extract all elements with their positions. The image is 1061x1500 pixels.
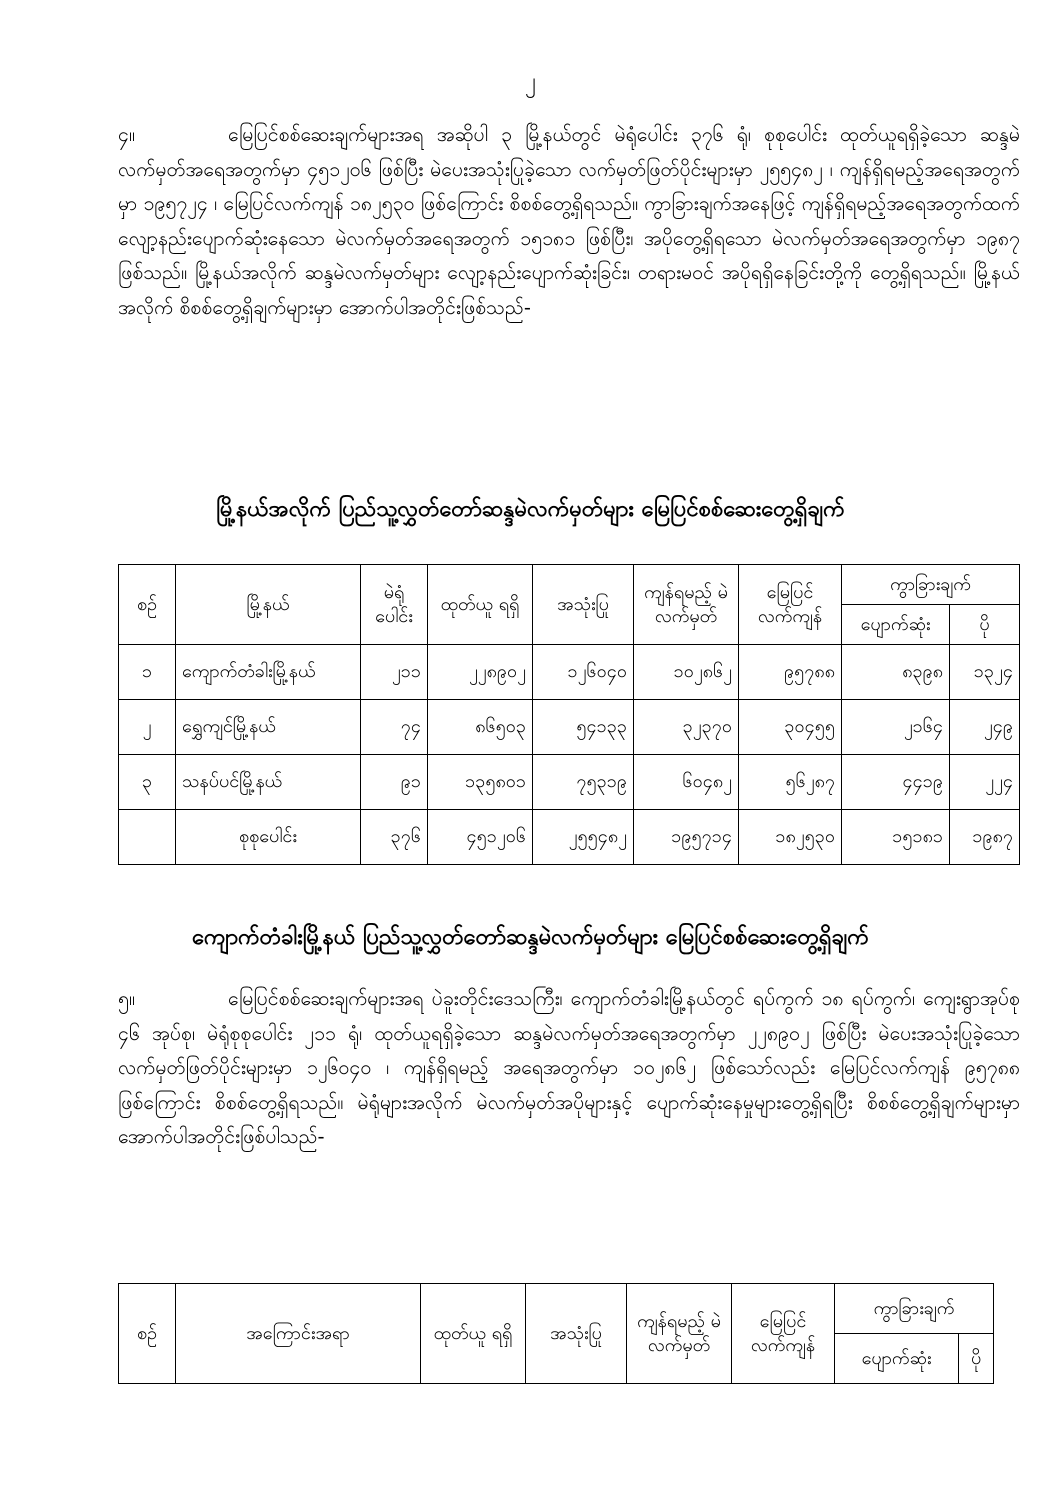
paragraph-5 — [118, 982, 1020, 1155]
polling-station-table — [118, 1283, 994, 1384]
col-header-no: စဉ် — [119, 1284, 176, 1384]
table-row — [119, 645, 1020, 700]
cell-should-remain: ၁၉၅၇၁၄ — [634, 810, 739, 865]
cell-extra: ၁၃၂၄ — [950, 645, 1020, 700]
col-header-should-remain: ကျန်ရမည့် မဲလက်မှတ် — [627, 1284, 732, 1384]
col-header-ground-remaining: မြေပြင် လက်ကျန် — [739, 565, 842, 645]
cell-stations: ၉၁ — [361, 755, 428, 810]
cell-lost: ၈၃၉၈ — [842, 645, 950, 700]
cell-extra: ၁၉၈၇ — [950, 810, 1020, 865]
paragraph-text: မြေပြင်စစ်ဆေးချက်များအရ ပဲခူးတိုင်းဒေသကြီး၊ ကျောက်တံခါးမြို့နယ်တွင် ရပ်ကွက် ၁၈ ရပ်ကွက်၊ ကျေးရွာအုပ်စု ၄၆ အုပ်စု၊ မဲရုံစုစုပေါင်း ၂၁၁ ရုံ၊ ထုတ်ယူရရှိခဲ့သော ဆန္ဒမဲလက်မှတ်အရေအတွက်မှာ ၂၂၈၉၀၂ ဖြစ်ပြီး မဲပေးအသုံးပြုခဲ့သော လက်မှတ်ဖြတ်ပိုင်းများမှာ ၁၂၆၀၄၀ ၊ ကျန်ရှိရမည့် အရေအတွက်မှာ ၁၀၂၈၆၂ ဖြစ်သော်လည်း မြေပြင်လက်ကျန် ၉၅၇၈၈ ဖြစ်ကြောင်း စိစစ်တွေ့ရှိရသည်။ မဲရုံများအလိုက် မဲလက်မှတ်အပိုများနှင့် ပျောက်ဆုံးနေမှုများတွေ့ရှိရပြီး စိစစ်တွေ့ရှိချက်များမှာ အောက်ပါအတိုင်းဖြစ်ပါသည်- — [118, 987, 1020, 1148]
table1-heading: မြို့နယ်အလိုက် ပြည်သူ့လွှတ်တော်ဆန္ဒမဲလက်မှတ်များ မြေပြင်စစ်ဆေးတွေ့ရှိချက် — [216, 497, 845, 522]
cell-lost: ၁၅၁၈၁ — [842, 810, 950, 865]
cell-township: ရွှေကျင်မြို့နယ် — [176, 700, 361, 755]
col-header-extra: ပို — [959, 1334, 994, 1384]
table2-heading: ကျောက်တံခါးမြို့နယ် ပြည်သူ့လွှတ်တော်ဆန္ဒမဲလက်မှတ်များ မြေပြင်စစ်ဆေးတွေ့ရှိချက် — [192, 925, 869, 950]
cell-received: ၈၆၅၀၃ — [428, 700, 533, 755]
col-header-difference: ကွာခြားချက် — [842, 565, 1020, 605]
col-header-ground-remaining: မြေပြင် လက်ကျန် — [732, 1284, 835, 1384]
cell-used: ၇၅၃၁၉ — [533, 755, 634, 810]
table-total-row — [119, 810, 1020, 865]
cell-stations: ၃၇၆ — [361, 810, 428, 865]
paragraph-text: မြေပြင်စစ်ဆေးချက်များအရ အဆိုပါ ၃ မြို့နယ်တွင် မဲရုံပေါင်း ၃၇၆ ရုံ၊ စုစုပေါင်း ထုတ်ယူရရှိခဲ့သော ဆန္ဒမဲလက်မှတ်အရေအတွက်မှာ ၄၅၁၂၀၆ ဖြစ်ပြီး မဲပေးအသုံးပြုခဲ့သော လက်မှတ်ဖြတ်ပိုင်းများမှာ ၂၅၅၄၈၂ ၊ ကျန်ရှိရမည့်အရေအတွက်မှာ ၁၉၅၇၂၄ ၊ မြေပြင်လက်ကျန် ၁၈၂၅၃၀ ဖြစ်ကြောင်း စိစစ်တွေ့ရှိရသည်။ ကွာခြားချက်အနေဖြင့် ကျန်ရှိရမည့်အရေအတွက်ထက် လျော့နည်းပျောက်ဆုံးနေသော မဲလက်မှတ်အရေအတွက် ၁၅၁၈၁ ဖြစ်ပြီး၊ အပိုတွေ့ရှိရသော မဲလက်မှတ်အရေအတွက်မှာ ၁၉၈၇ ဖြစ်သည်။ မြို့နယ်အလိုက် ဆန္ဒမဲလက်မှတ်များ လျော့နည်းပျောက်ဆုံးခြင်း၊ တရားမဝင် အပိုရရှိနေခြင်းတို့ကို တွေ့ရှိရသည်။ မြို့နယ်အလိုက် စိစစ်တွေ့ရှိချက်များမှာ အောက်ပါအတိုင်းဖြစ်သည်- — [118, 123, 1020, 319]
paragraph-number: ၄။ — [118, 123, 135, 146]
col-header-description: အကြောင်းအရာ — [176, 1284, 421, 1384]
cell-stations: ၇၄ — [361, 700, 428, 755]
cell-received: ၁၃၅၈၀၁ — [428, 755, 533, 810]
cell-should-remain: ၆၀၄၈၂ — [634, 755, 739, 810]
col-header-received: ထုတ်ယူ ရရှိ — [421, 1284, 526, 1384]
cell-no: ၁ — [119, 645, 176, 700]
cell-used: ၅၄၁၃၃ — [533, 700, 634, 755]
col-header-township: မြို့နယ် — [176, 565, 361, 645]
cell-ground-remaining: ၉၅၇၈၈ — [739, 645, 842, 700]
col-header-used: အသုံးပြု — [526, 1284, 627, 1384]
col-header-difference: ကွာခြားချက် — [835, 1284, 994, 1334]
cell-empty — [119, 810, 176, 865]
table-row — [119, 700, 1020, 755]
table-row — [119, 755, 1020, 810]
cell-stations: ၂၁၁ — [361, 645, 428, 700]
cell-should-remain: ၃၂၃၇၀ — [634, 700, 739, 755]
table-header-row — [119, 565, 1020, 605]
cell-should-remain: ၁၀၂၈၆၂ — [634, 645, 739, 700]
cell-received: ၄၅၁၂၀၆ — [428, 810, 533, 865]
cell-extra: ၂၂၄ — [950, 755, 1020, 810]
cell-township: သနပ်ပင်မြို့နယ် — [176, 755, 361, 810]
col-header-should-remain: ကျန်ရမည့် မဲလက်မှတ် — [634, 565, 739, 645]
cell-total-label: စုစုပေါင်း — [176, 810, 361, 865]
cell-no: ၃ — [119, 755, 176, 810]
col-header-received: ထုတ်ယူ ရရှိ — [428, 565, 533, 645]
cell-received: ၂၂၈၉၀၂ — [428, 645, 533, 700]
col-header-stations: မဲရုံ ပေါင်း — [361, 565, 428, 645]
cell-ground-remaining: ၅၆၂၈၇ — [739, 755, 842, 810]
cell-ground-remaining: ၁၈၂၅၃၀ — [739, 810, 842, 865]
township-summary-table — [118, 564, 1020, 865]
cell-ground-remaining: ၃၀၄၅၅ — [739, 700, 842, 755]
page-number: ၂ — [525, 69, 536, 94]
paragraph-number: ၅။ — [118, 987, 135, 1010]
paragraph-4 — [118, 118, 1020, 325]
cell-no: ၂ — [119, 700, 176, 755]
cell-used: ၁၂၆၀၄၀ — [533, 645, 634, 700]
cell-township: ကျောက်တံခါးမြို့နယ် — [176, 645, 361, 700]
col-header-no: စဉ် — [119, 565, 176, 645]
col-header-lost: ပျောက်ဆုံး — [842, 605, 950, 645]
cell-lost: ၂၁၆၄ — [842, 700, 950, 755]
cell-used: ၂၅၅၄၈၂ — [533, 810, 634, 865]
col-header-extra: ပို — [950, 605, 1020, 645]
cell-extra: ၂၄၉ — [950, 700, 1020, 755]
table-header-row — [119, 1284, 994, 1334]
cell-lost: ၄၄၁၉ — [842, 755, 950, 810]
col-header-lost: ပျောက်ဆုံး — [835, 1334, 959, 1384]
col-header-used: အသုံးပြု — [533, 565, 634, 645]
